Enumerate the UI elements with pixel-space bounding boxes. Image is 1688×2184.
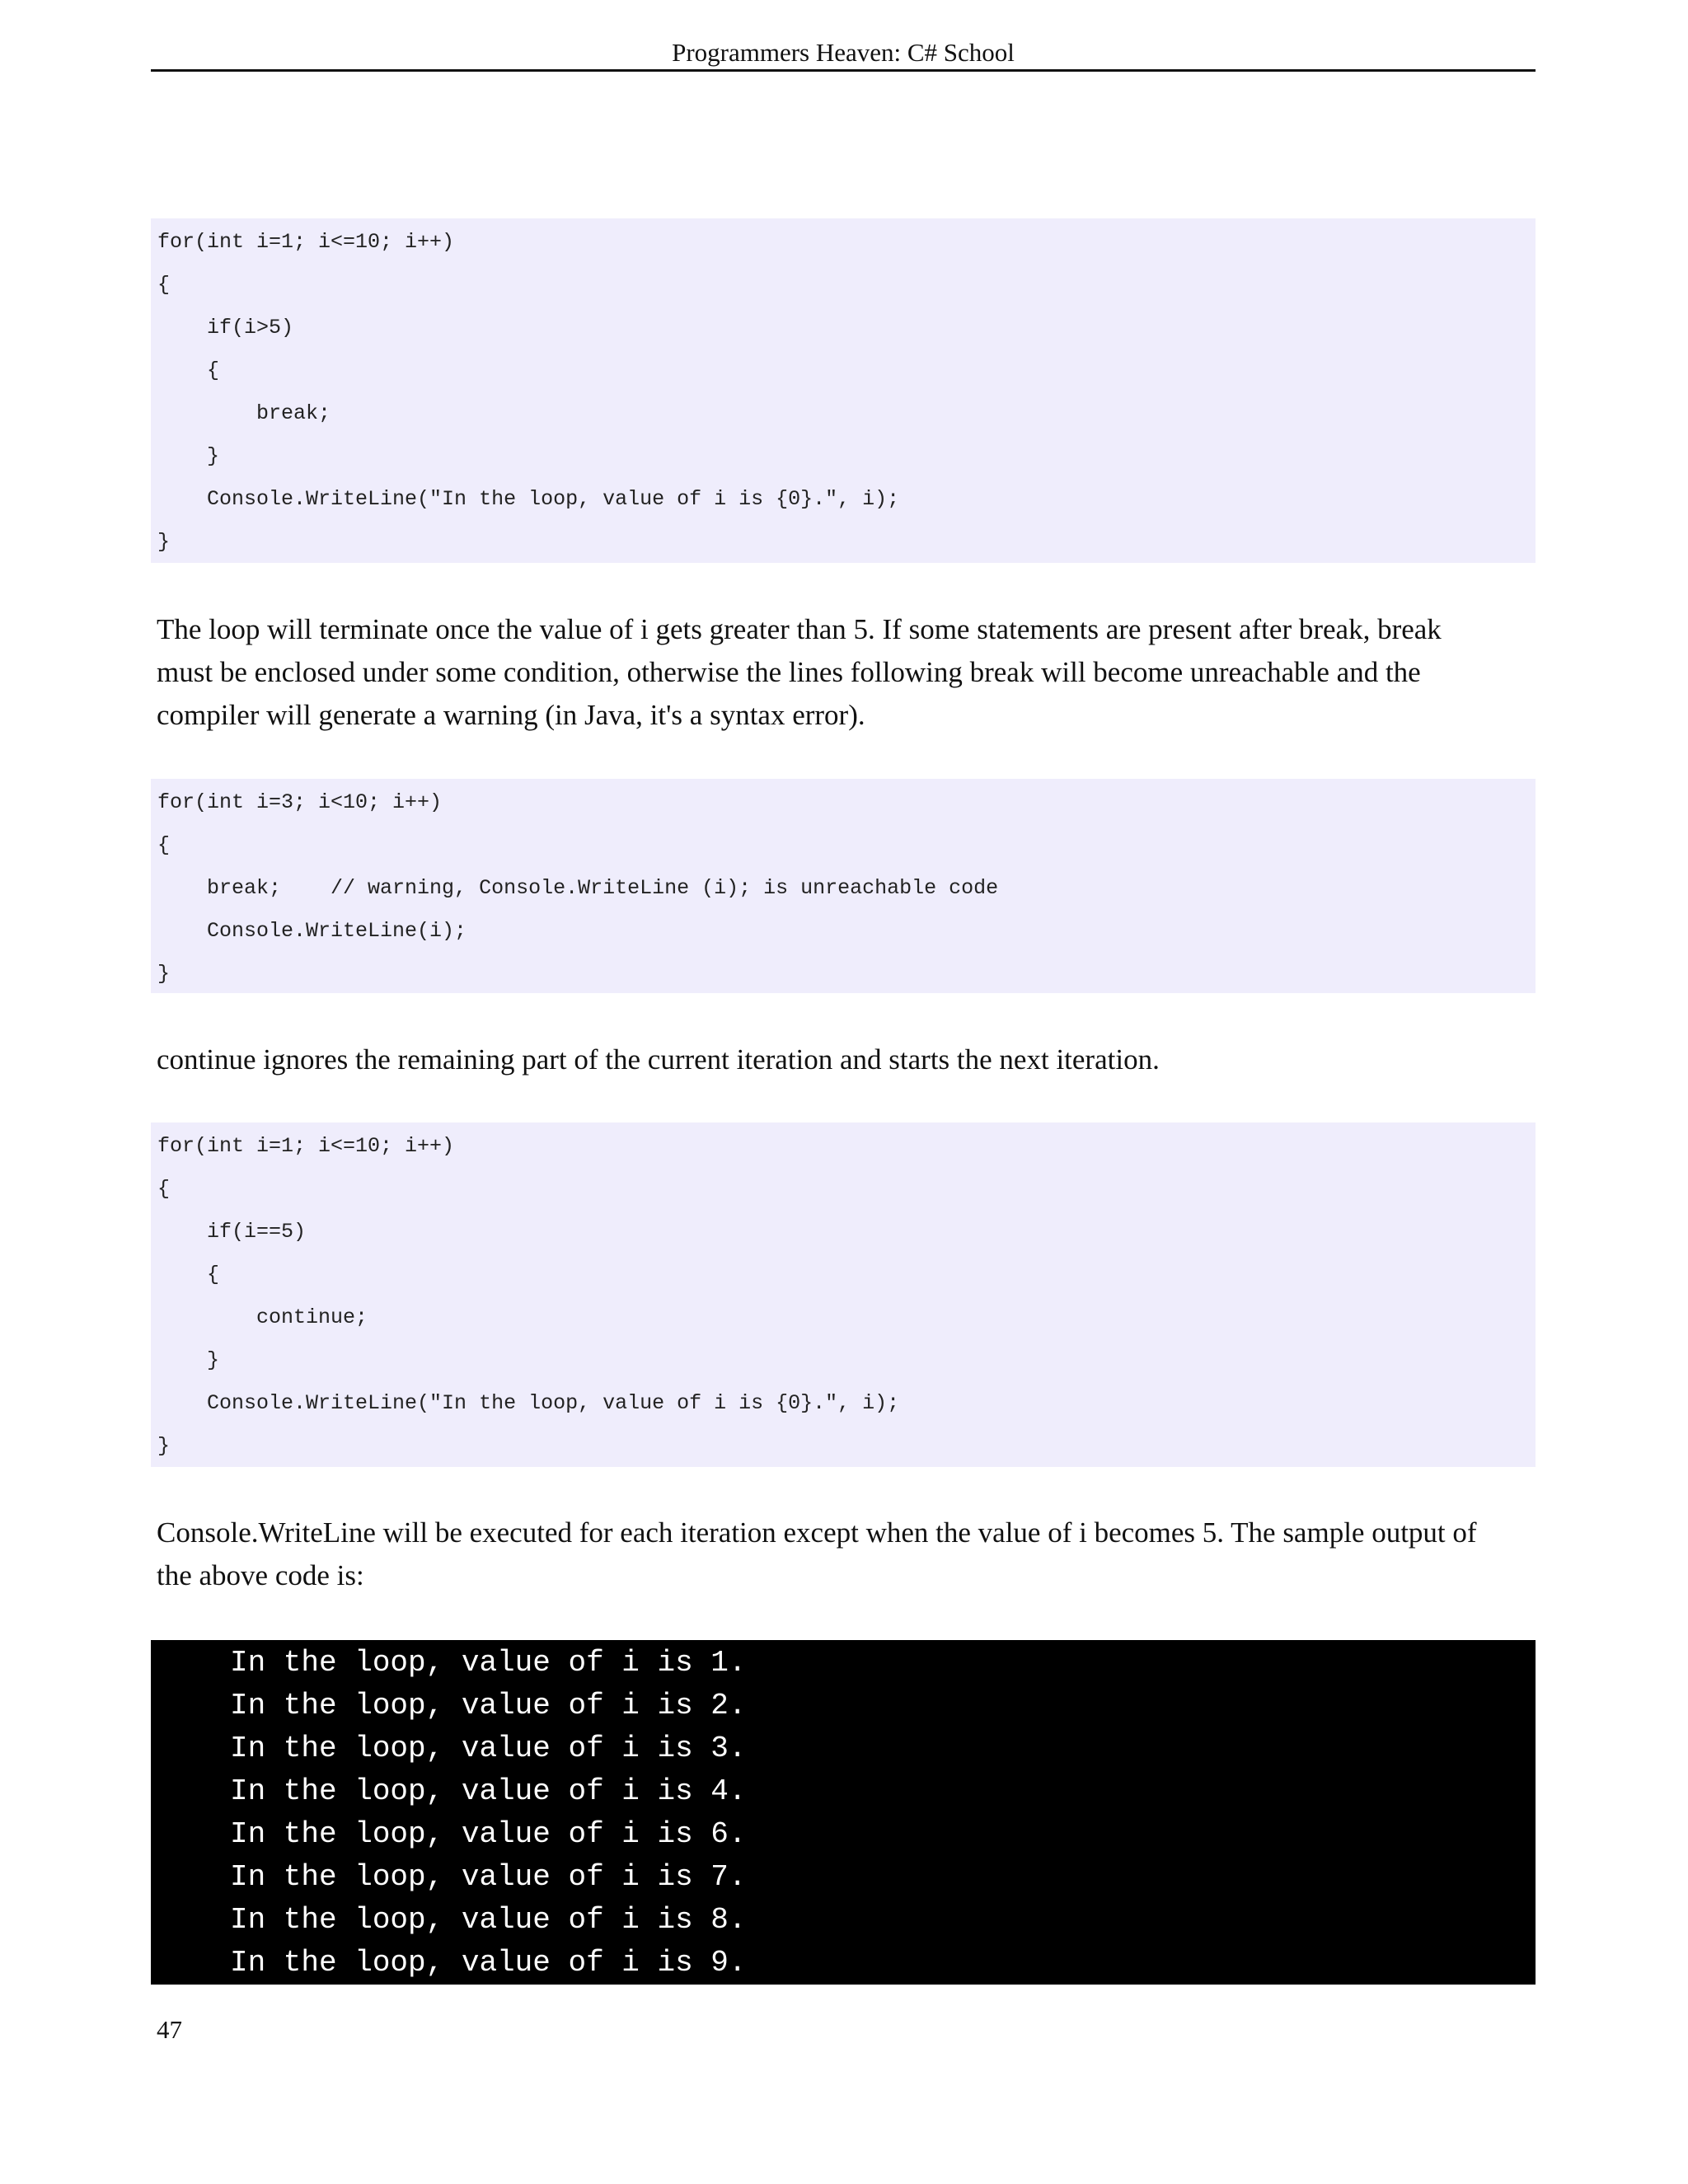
paragraph-line: continue ignores the remaining part of the current iteration and starts the next iteration. (157, 1043, 1160, 1076)
code-line: { (157, 833, 171, 857)
console-line: In the loop, value of i is 7. (230, 1860, 747, 1894)
paragraph-line: must be enclosed under some condition, otherwise the lines following break will become unreachable and the (157, 656, 1421, 688)
paragraph-line: the above code is: (157, 1559, 364, 1591)
page-number: 47 (157, 2015, 182, 2044)
console-line: In the loop, value of i is 1. (230, 1646, 747, 1680)
code-line: Console.WriteLine("In the loop, value of i is {0}.", i); (157, 1391, 900, 1415)
code-line: } (157, 962, 171, 986)
code-line: { (157, 1263, 220, 1286)
code-line: for(int i=1; i<=10; i++) (157, 1134, 455, 1158)
console-line: In the loop, value of i is 3. (230, 1732, 747, 1765)
code-line: if(i==5) (157, 1220, 307, 1244)
paragraph-sample-output-intro (157, 1511, 1541, 1597)
running-header: Programmers Heaven: C# School (672, 38, 1015, 67)
console-line: In the loop, value of i is 6. (230, 1817, 747, 1851)
code-line: } (157, 1348, 220, 1372)
header-rule (151, 69, 1536, 72)
console-line: In the loop, value of i is 4. (230, 1774, 747, 1808)
paragraph-continue-explanation (157, 1038, 1541, 1081)
code-line: } (157, 1434, 171, 1458)
code-line: } (157, 530, 171, 554)
paragraph-break-explanation (157, 608, 1541, 737)
code-line: continue; (157, 1305, 368, 1329)
code-line: { (157, 1177, 171, 1201)
code-block-break-example (151, 218, 1536, 563)
code-line: break; (157, 401, 331, 425)
console-line: In the loop, value of i is 2. (230, 1689, 747, 1722)
paragraph-line: Console.WriteLine will be executed for each iteration except when the value of i becomes 5. The sample output of (157, 1516, 1477, 1549)
code-line: for(int i=3; i<10; i++) (157, 790, 443, 814)
code-line: { (157, 359, 220, 382)
console-line: In the loop, value of i is 9. (230, 1946, 747, 1980)
paragraph-line: compiler will generate a warning (in Java, it's a syntax error). (157, 699, 865, 731)
code-block-continue-example (151, 1122, 1536, 1467)
code-line: Console.WriteLine("In the loop, value of i is {0}.", i); (157, 487, 900, 511)
code-block-unreachable-example (151, 779, 1536, 993)
code-line: Console.WriteLine(i); (157, 919, 467, 943)
code-line: if(i>5) (157, 316, 294, 340)
console-line: In the loop, value of i is 8. (230, 1903, 747, 1937)
code-line: } (157, 444, 220, 468)
console-output-block (151, 1640, 1536, 1985)
code-line: break; // warning, Console.WriteLine (i); is unreachable code (157, 876, 999, 900)
code-line: { (157, 273, 171, 297)
paragraph-line: The loop will terminate once the value of i gets greater than 5. If some statements are present after break, break (157, 613, 1442, 645)
code-line: for(int i=1; i<=10; i++) (157, 230, 455, 254)
